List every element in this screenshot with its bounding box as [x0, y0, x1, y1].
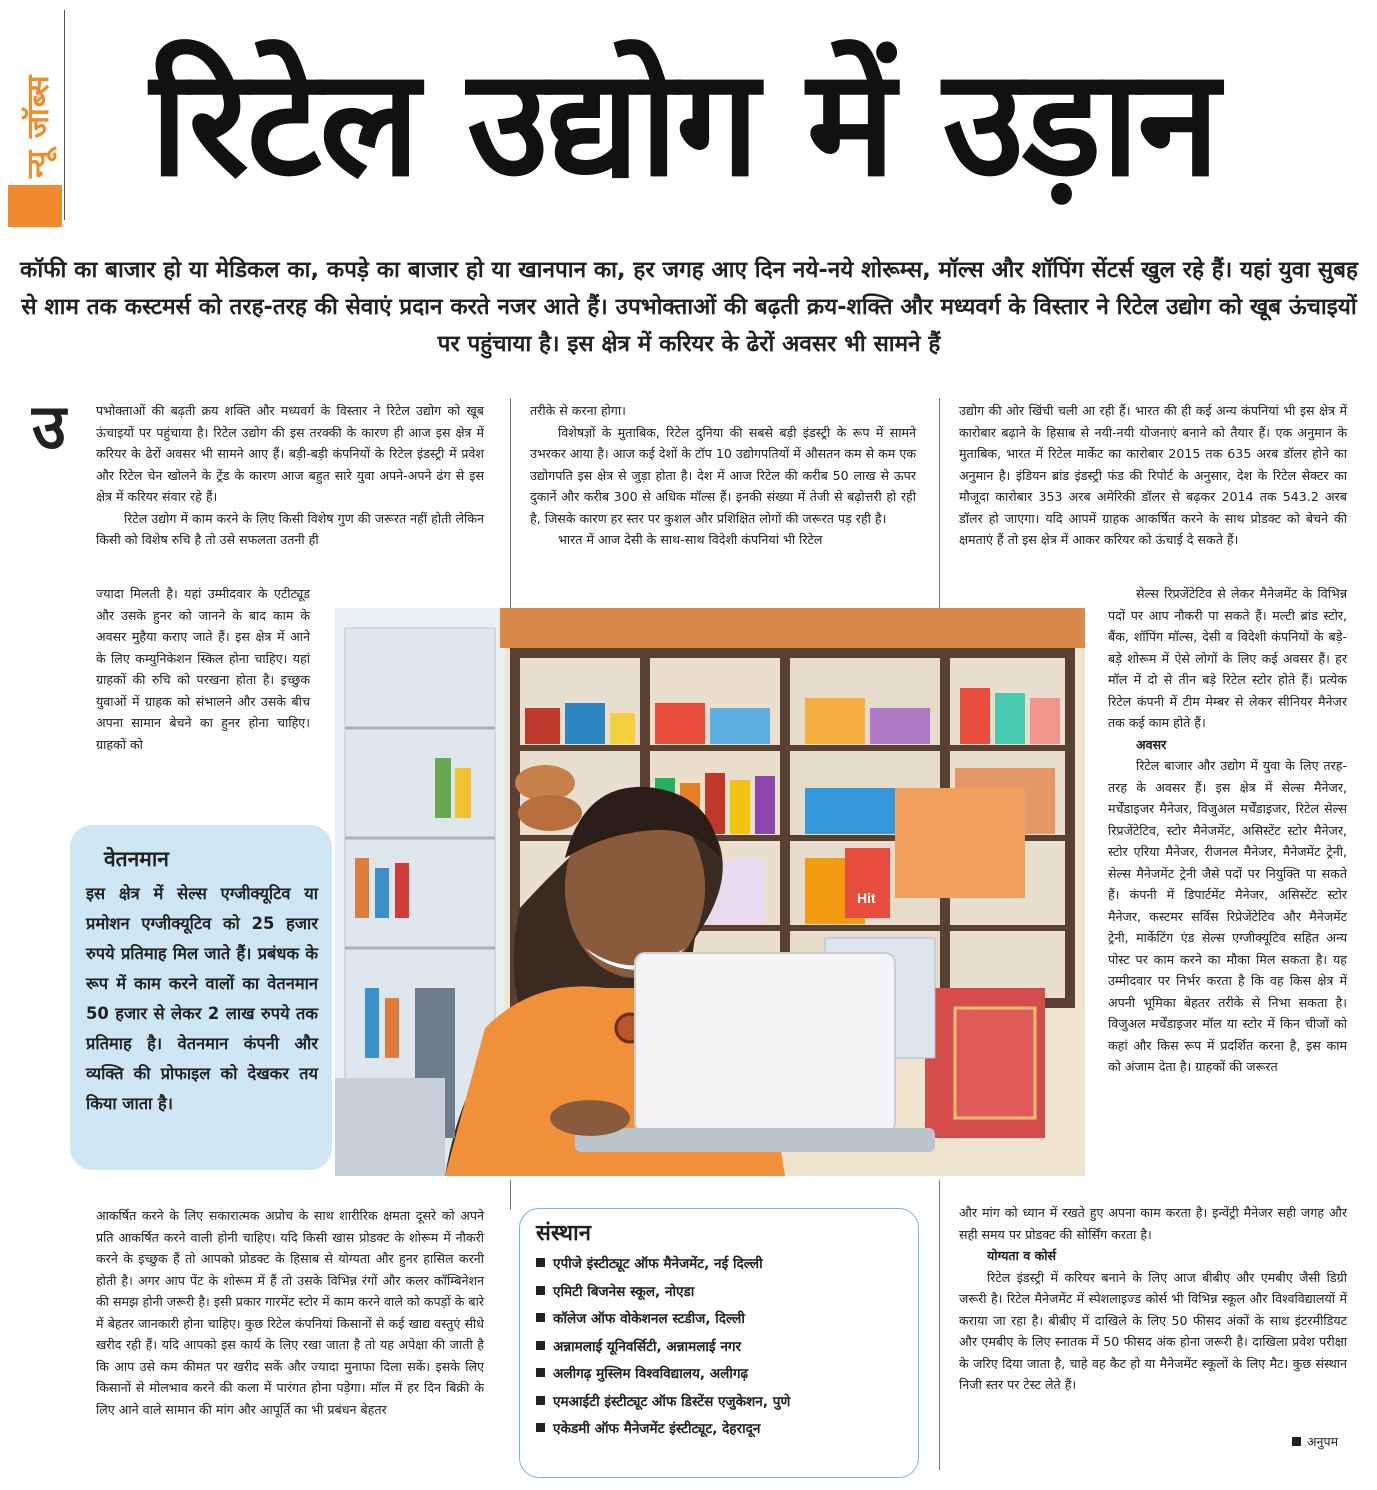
paragraph: रिटेल उद्योग में काम करने के लिए किसी विशेष गुण की जरूरत नहीं होती लेकिन किसी को विशेष रुचि है तो उसे सफलता उतनी ही — [96, 510, 484, 547]
list-item: एमिटी बिजनेस स्कूल, नोएडा — [536, 1279, 906, 1307]
column-divider-2b — [939, 1180, 940, 1470]
headline: रिटेल उद्योग में उड़ान — [150, 37, 1218, 209]
list-item: एपीजे इंस्टीट्यूट ऑफ मैनेजमेंट, नई दिल्ली — [536, 1251, 906, 1279]
column-1-mid — [96, 583, 310, 755]
paragraph: रिटेल इंडस्ट्री में करियर बनाने के लिए आज बीबीए और एमबीए जैसी डिग्री जरूरी है। रिटेल मैनेजमेंट में स्पेशलाइज्ड कोर्स भी विभिन्न स्कूल और विश्वविद्यालयों में कराया जा रहा है। बीबीए में दाखिले के लिए 50 फीसद अंकों के साथ इंटरमीडियट और एमबीए के लिए स्नातक में 50 फीसद अंक होना जरूरी है। दाखिला प्रवेश परीक्षा के जरिए दिया जाता है, चाहे वह कैट हो या मैनेजमेंट स्कूलों के लिए मैट। कुछ संस्थान निजी स्तर पर टेस्ट लेते हैं। — [959, 1269, 1347, 1392]
author-name: अनुपम — [1307, 1434, 1339, 1449]
salary-infobox-title: वेतनमान — [104, 847, 169, 871]
column-divider-2 — [939, 398, 940, 610]
column-2-top — [530, 400, 916, 551]
paragraph: विशेषज्ञों के मुताबिक, रिटेल दुनिया की सबसे बड़ी इंडस्ट्री के रूप में सामने उभरकर आया है। आज कई देशों के टॉप 10 उद्योगपतियों में औसतन कम से कम एक उद्योगपति इस क्षेत्र से जुड़ा होता है। देश में आज रिटेल की करीब 50 लाख से ऊपर दुकानें और करीब 300 से अधिक मॉल्स हैं। इनकी संख्या में तेजी से बढ़ोत्तरी हो रही है, जिसके कारण हर स्तर पर कुशल और प्रशिक्षित लोगों की जरूरत पड़ रही है। — [530, 424, 916, 526]
subhead-qualification: योग्यता व कोर्स — [987, 1248, 1057, 1263]
column-divider-1 — [510, 398, 511, 610]
bullet-icon — [536, 1341, 545, 1350]
section-tag-divider — [64, 10, 65, 220]
salary-infobox-text: इस क्षेत्र में सेल्स एग्जीक्यूटिव या प्रमोशन एग्जीक्यूटिव को 25 हजार रुपये प्रतिमाह मिल जाते हैं। प्रबंधक के रूप में काम करने वालों का वेतनमान 50 हजार से लेकर 2 लाख रुपये तक प्रतिमाह है। वेतनमान कंपनी और व्यक्ति की प्रोफाइल को देखकर तय किया जाता है। — [86, 884, 318, 1113]
section-tag-bar — [8, 185, 62, 227]
drop-cap: उ — [32, 390, 66, 463]
deck-summary: कॉफी का बाजार हो या मेडिकल का, कपड़े का बाजार हो या खानपान का, हर जगह आए दिन नये-नये शोरूम्स, मॉल्स और शॉपिंग सेंटर्स खुल रहे हैं। यहां युवा सुबह से शाम तक कस्टमर्स को तरह-तरह की सेवाएं प्रदान करते नजर आते हैं। उपभोक्ताओं की बढ़ती क्रय-शक्ति और मध्यवर्ग के विस्तार ने रिटेल उद्योग को खूब ऊंचाइयों पर पहुंचाया है। इस क्षेत्र में करियर के ढेरों अवसर भी सामने हैं — [20, 257, 1358, 357]
photo-illustration — [335, 608, 1085, 1176]
column-3-mid — [1108, 583, 1347, 1078]
bullet-icon — [536, 1396, 545, 1405]
bullet-icon — [1292, 1437, 1301, 1446]
subhead-opportunities: अवसर — [1136, 736, 1167, 752]
bullet-icon — [536, 1258, 545, 1267]
bullet-icon — [536, 1368, 545, 1377]
bullet-icon — [536, 1423, 545, 1432]
column-3-bottom — [959, 1202, 1347, 1396]
list-item: एकेडमी ऑफ मैनेजमेंट इंस्टीट्यूट, देहरादून — [536, 1416, 906, 1444]
list-item: अन्नामलाई यूनिवर्सिटी, अन्नामलाई नगर — [536, 1334, 906, 1362]
list-item: एमआईटी इंस्टीट्यूट ऑफ डिस्टेंस एजुकेशन, पुणे — [536, 1389, 906, 1417]
paragraph: ज्यादा मिलती है। यहां उम्मीदवार के एटीट्यूड और उसके हुनर को जानने के बाद काम के अवसर मुहैया कराए जाते हैं। इस क्षेत्र में आने के लिए कम्युनिकेशन स्किल होना चाहिए। यहां ग्राहकों की रुचि को परखना होता है। इच्छुक युवाओं में ग्राहक को संभालने और उसके बीच अपना सामान बेचने का हुनर होना चाहिए। ग्राहकों को — [96, 586, 310, 752]
paragraph: पभोक्ताओं की बढ़ती क्रय शक्ति और मध्यवर्ग के विस्तार ने रिटेल उद्योग को खूब ऊंचाइयों पर पहुंचाया है। रिटेल उद्योग की इस तरक्की के कारण ही आज इस क्षेत्र में करियर के ढेरों अवसर भी सामने आए हैं। बड़ी-बड़ी कंपनियों के रिटेल इंडस्ट्री में प्रवेश और रिटेल चेन खोलने के ट्रेंड के कारण आज बहुत सारे युवा अपने-अपने ढंग से इस क्षेत्र में करियर संवार रहे हैं। — [96, 403, 484, 504]
column-1-top — [96, 400, 484, 551]
paragraph: भारत में आज देसी के साथ-साथ विदेशी कंपनियां भी रिटेल — [558, 532, 823, 547]
paragraph: तरीके से करना होगा। — [530, 403, 626, 418]
paragraph: सेल्स रिप्रजेंटेटिव से लेकर मैनेजमेंट के विभिन्न पदों पर आप नौकरी पा सकते हैं। मल्टी ब्रांड स्टोर, बैंक, शॉपिंग मॉल्स, देसी व विदेशी कंपनियों के बड़े-बड़े शोरूम में ऐसे लोगों के लिए कई अवसर हैं। हर मॉल में दो से तीन बड़े रिटेल स्टोर होते हैं। प्रत्येक रिटेल कंपनी में टीम मेम्बर से लेकर सीनियर मैनेजर तक कई काम होते हैं। — [1108, 586, 1347, 730]
paragraph: और मांग को ध्यान में रखते हुए अपना काम करता है। इन्वेंट्री मैनेजर सही जगह और सही समय पर प्रोडक्ट की सोर्सिंग करता है। — [959, 1205, 1347, 1242]
photo-sign-text: Hit — [857, 890, 876, 906]
list-item: अलीगढ़ मुस्लिम विश्वविद्यालय, अलीगढ़ — [536, 1361, 906, 1389]
institutes-list — [536, 1251, 906, 1444]
section-tag-label: न्यू जॉब्स — [21, 74, 56, 178]
retail-store-photo — [335, 608, 1085, 1176]
byline — [1292, 1433, 1338, 1450]
salary-infobox — [70, 825, 332, 1170]
bullet-icon — [536, 1286, 545, 1295]
institutes-infobox-title: संस्थान — [536, 1221, 591, 1246]
list-item: कॉलेज ऑफ वोकेशनल स्टडीज, दिल्ली — [536, 1306, 906, 1334]
bullet-icon — [536, 1313, 545, 1322]
paragraph: उद्योग की ओर खिंची चली आ रही हैं। भारत की ही कई अन्य कंपनियां भी इस क्षेत्र में कारोबार बढ़ाने के हिसाब से नयी-नयी योजनाएं बनाने को तैयार हैं। एक अनुमान के मुताबिक, भारत में रिटेल मार्केट का कारोबार 2015 तक 635 अरब डॉलर होने का अनुमान है। इंडियन ब्रांड इंडस्ट्री फंड की रिपोर्ट के अनुसार, देश के रिटेल सेक्टर का मौजूदा कारोबार 353 अरब अमेरिकी डॉलर से बढ़कर 2014 तक 543.2 अरब डॉलर हो जाएगा। यदि आपमें ग्राहक आकर्षित करने के साथ प्रोडक्ट को बेचने की क्षमताएं हैं तो इस क्षेत्र में आकर करियर को ऊंचाई दे सकते हैं। — [959, 403, 1347, 547]
column-divider-1b — [510, 1180, 511, 1210]
paragraph: आकर्षित करने के लिए सकारात्मक अप्रोच के साथ शारीरिक क्षमता दूसरे को अपने प्रति आकर्षित करने वाली होनी चाहिए। यदि किसी खास प्रोडक्ट के शोरूम में नौकरी करने के इच्छुक हैं तो आपको प्रोडक्ट के हिसाब से योग्यता और हुनर हासिल करनी होती है। अगर आप पेंट के शोरूम में हैं तो उसके विभिन्न रंगों और कलर कॉम्बिनेशन की समझ होनी जरूरी है। इसी प्रकार गारमेंट स्टोर में काम करने वाले को कपड़ों के बारे में बेहतर जानकारी होना चाहिए। कुछ रिटेल कंपनियां किसानों से कई खाद्य वस्तुएं सीधे खरीद रही हैं। यदि आपको इस कार्य के लिए रखा जाता है तो यह अपेक्षा की जाती है कि आप उसे कम कीमत पर खरीद सकें और ज्यादा मुनाफा दिला सकें। इसके लिए किसानों से मोलभाव करने की कला में पारंगत होना पड़ेगा। मॉल में हर दिन बिक्री के लिए आने वाले सामान की मांग और आपूर्ति का भी प्रबंधन बेहतर — [96, 1208, 484, 1417]
column-3-top — [959, 400, 1347, 551]
institutes-infobox — [519, 1208, 919, 1478]
column-1-bottom — [96, 1205, 484, 1420]
section-tag — [8, 10, 62, 220]
paragraph: रिटेल बाजार और उद्योग में युवा के लिए तरह-तरह के अवसर हैं। इस क्षेत्र में सेल्स मैनेजर, मर्चेंडाइजर मैनेजर, विजुअल मर्चेंडाइजर, रिटेल सेल्स रिप्रजेंटेटिव, स्टोर मैनेजमेंट, असिस्टेंट स्टोर मैनेजर, स्टोर एरिया मैनेजर, रीजनल मैनेजर, मैनेजमेंट ट्रेनी, सेल्स मैनेजमेंट ट्रेनी जैसे पदों पर नियुक्ति पा सकते हैं। कंपनी में डिपार्टमेंट मैनेजर, असिस्टेंट स्टोर मैनेजर, कस्टमर सर्विस रिप्रेजेंटेटिव और मैनेजमेंट ट्रेनी, मार्केटिंग एंड सेल्स एग्जीक्यूटिव सहित अन्य पोस्ट पर काम करने का मौका मिल सकता है। यह उम्मीदवार पर निर्भर करता है कि वह किस क्षेत्र में अपनी भूमिका बेहतर तरीके से निभा सकता है। विजुअल मर्चेंडाइजर मॉल या स्टोर में किन चीजों को कहां और किस रूप में प्रदर्शित करना है, इस काम को अंजाम देता है। ग्राहकों की जरूरत — [1108, 758, 1347, 1074]
